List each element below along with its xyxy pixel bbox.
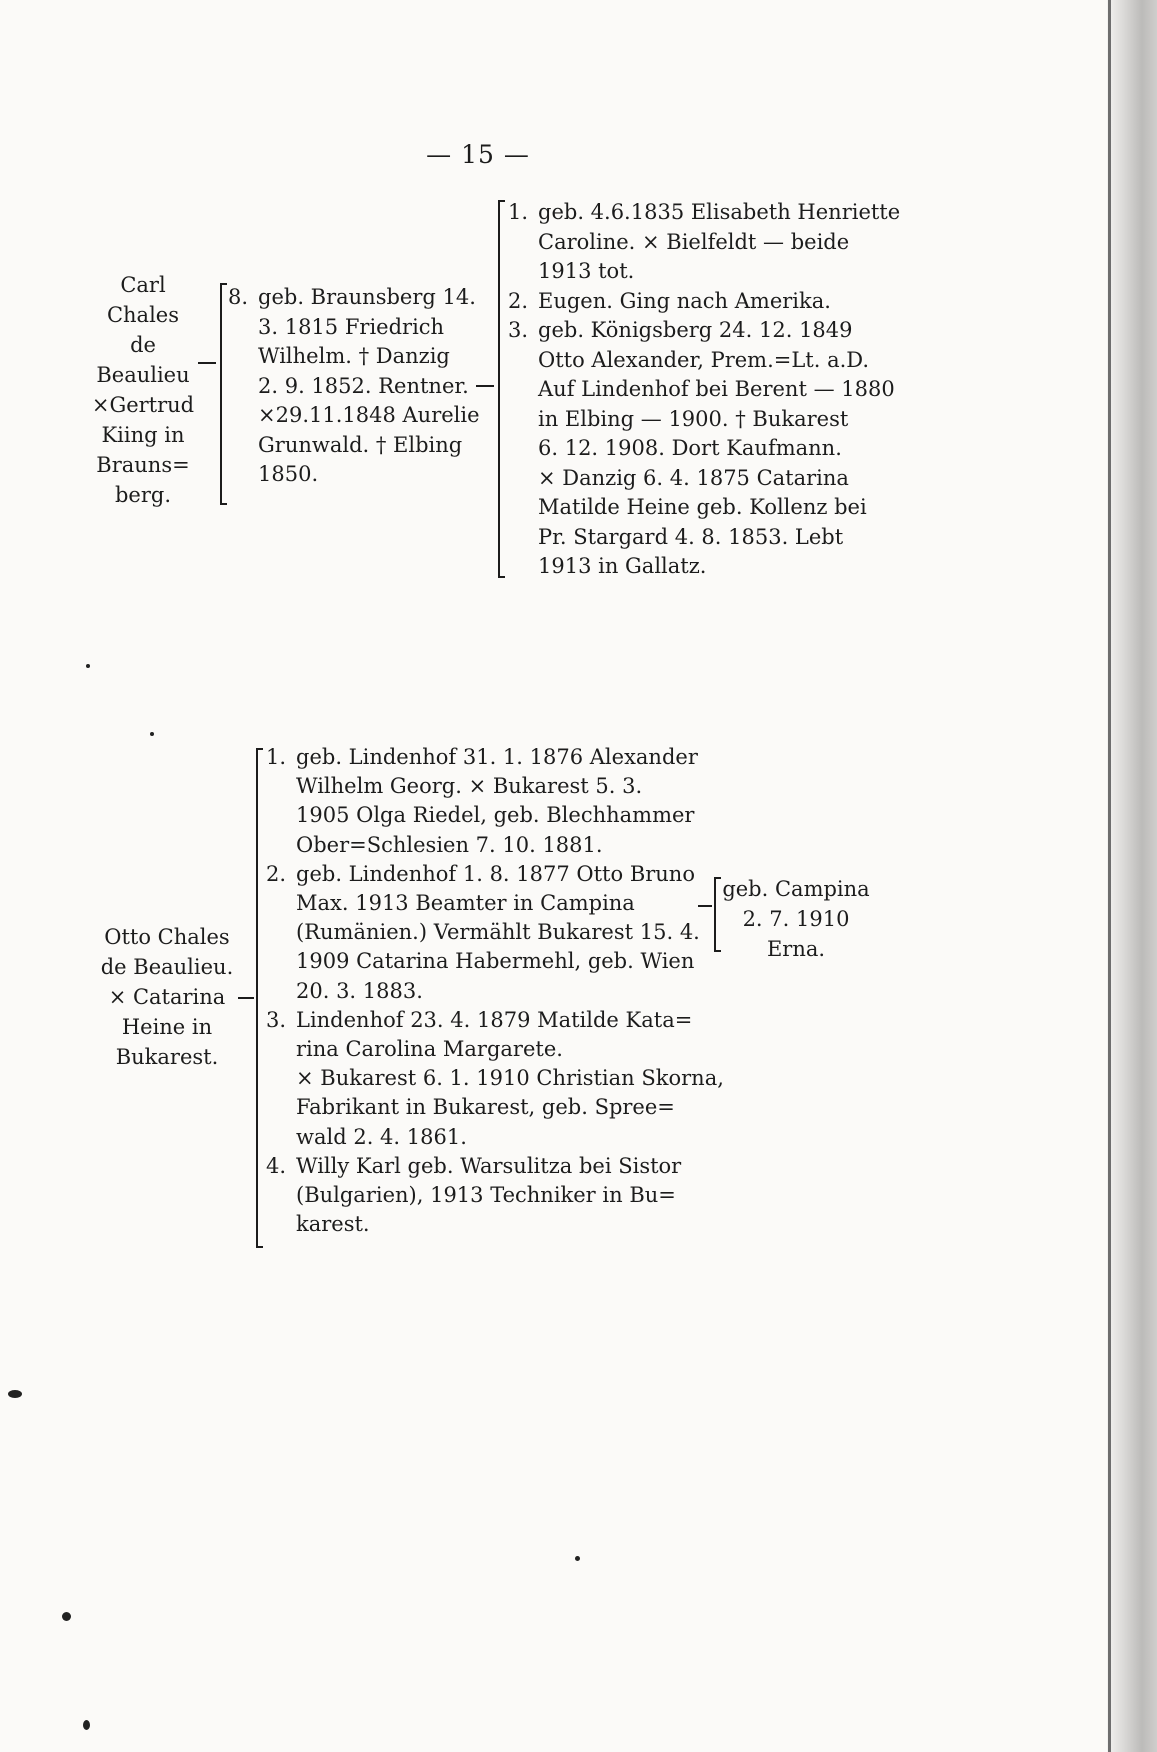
ink-speck (575, 1556, 580, 1561)
child-line: Lindenhof 23. 4. 1879 Matilde Kata= (296, 1007, 693, 1032)
child-line: Willy Karl geb. Warsulitza bei Sistor (296, 1153, 682, 1178)
grandchild-line: 1913 tot. (538, 259, 635, 283)
connector-dash (698, 905, 712, 907)
grandchild-line: geb. Königsberg 24. 12. 1849 (538, 318, 853, 342)
child-number: 8. (228, 285, 249, 309)
connector-dash (476, 385, 494, 387)
section2-children (266, 743, 724, 1239)
child-line: (Bulgarien), 1913 Techniker in Bu= (296, 1183, 676, 1208)
grandchild-number: 2. (508, 288, 529, 313)
parent-line: Heine in (121, 1015, 213, 1039)
grandchild-line: in Elbing — 1900. † Bukarest (538, 406, 849, 431)
grandchild-line: Erna. (766, 937, 826, 961)
connector-dash (198, 362, 216, 364)
parent-line: de Beaulieu. (100, 955, 234, 979)
child-number: 3. (266, 1007, 287, 1032)
child-line: wald 2. 4. 1861. (296, 1124, 467, 1149)
grandchild-line: geb. 4.6.1835 Elisabeth Henriette (538, 200, 901, 224)
parent-line: Carl (120, 273, 166, 297)
section2-parent (92, 922, 242, 1072)
parent-line: Chales (106, 303, 180, 327)
section1-child (228, 283, 480, 490)
grandchild-number: 3. (508, 318, 529, 342)
parent-line: ×Gertrud (91, 393, 195, 417)
child-line: 1850. (258, 462, 319, 486)
grandchild-entry (508, 198, 901, 287)
page-edge-line (1108, 0, 1111, 1752)
section1-grandchildren-brace (498, 200, 500, 578)
child-number: 2. (266, 861, 287, 886)
grandchild-line: geb. Campina (722, 877, 870, 901)
child-entry (266, 1006, 724, 1152)
parent-line: Brauns= (96, 453, 190, 477)
child-line: (Rumänien.) Vermählt Bukarest 15. 4. (296, 920, 700, 945)
section1-grandchildren (508, 198, 901, 582)
grandchild-line: Eugen. Ging nach Amerika. (538, 288, 831, 313)
parent-line: berg. (114, 483, 172, 507)
grandchild-line: Caroline. × Bielfeldt — beide (538, 229, 850, 254)
child-line: Wilhelm Georg. × Bukarest 5. 3. (296, 774, 643, 799)
child-line: geb. Lindenhof 1. 8. 1877 Otto Bruno (296, 861, 695, 886)
child-line: Fabrikant in Bukarest, geb. Spree= (296, 1095, 675, 1120)
child-line: 2. 9. 1852. Rentner. (258, 373, 469, 398)
connector-dash (238, 997, 254, 999)
child-line: karest. (296, 1212, 370, 1237)
child-number: 1. (266, 745, 287, 769)
grandchild-entry (508, 287, 870, 317)
ink-speck (8, 1390, 22, 1398)
child-number: 4. (266, 1153, 287, 1178)
grandchild-line: × Danzig 6. 4. 1875 Catarina (538, 465, 849, 490)
child-line: × Bukarest 6. 1. 1910 Christian Skorna, (296, 1066, 724, 1091)
child-line: 20. 3. 1883. (296, 978, 423, 1003)
section2-grandchild-brace (714, 877, 716, 952)
parent-line: Otto Chales (104, 925, 230, 949)
parent-line: × Catarina (108, 985, 226, 1009)
parent-line: Bukarest. (115, 1045, 219, 1069)
child-line: 1905 Olga Riedel, geb. Blechhammer (296, 803, 695, 828)
grandchild-entry (508, 316, 895, 582)
ink-speck (150, 732, 154, 736)
parent-line: Kiing in (101, 423, 185, 447)
child-entry (266, 1152, 698, 1240)
child-line: 1909 Catarina Habermehl, geb. Wien (296, 949, 695, 974)
grandchild-line: Otto Alexander, Prem.=Lt. a.D. (538, 347, 870, 372)
child-line: rina Carolina Margarete. (296, 1037, 563, 1062)
grandchild-line: 6. 12. 1908. Dort Kaufmann. (538, 436, 842, 460)
grandchild-line: Pr. Stargard 4. 8. 1853. Lebt (538, 524, 844, 549)
child-entry (266, 860, 698, 1006)
grandchild-line: Matilde Heine geb. Kollenz bei (538, 495, 867, 519)
page-number: — 15 — (426, 140, 530, 169)
child-line: Max. 1913 Beamter in Campina (296, 891, 635, 916)
section1-child-brace (220, 283, 222, 505)
child-line: geb. Lindenhof 31. 1. 1876 Alexander (296, 745, 698, 769)
grandchild-line: Auf Lindenhof bei Berent — 1880 (538, 377, 895, 401)
section2-grandchild (722, 874, 870, 964)
child-entry (228, 283, 480, 490)
child-line: Ober=Schlesien 7. 10. 1881. (296, 832, 603, 857)
child-line: Grunwald. † Elbing (258, 432, 463, 457)
parent-line: de (130, 333, 156, 357)
parent-line: Beaulieu (96, 363, 190, 387)
grandchild-line: 2. 7. 1910 (742, 907, 850, 931)
child-line: 3. 1815 Friedrich (258, 314, 445, 339)
ink-speck (83, 1720, 90, 1730)
ink-speck (62, 1612, 71, 1621)
section1-parent (88, 270, 198, 510)
section2-children-brace (256, 748, 258, 1248)
grandchild-line: 1913 in Gallatz. (538, 554, 707, 578)
child-entry (266, 743, 698, 860)
ink-speck (86, 664, 90, 668)
page-edge (1107, 0, 1157, 1752)
child-line: ×29.11.1848 Aurelie (258, 403, 480, 427)
child-line: geb. Braunsberg 14. (258, 285, 476, 309)
grandchild-number: 1. (508, 200, 529, 224)
child-line: Wilhelm. † Danzig (258, 344, 450, 368)
